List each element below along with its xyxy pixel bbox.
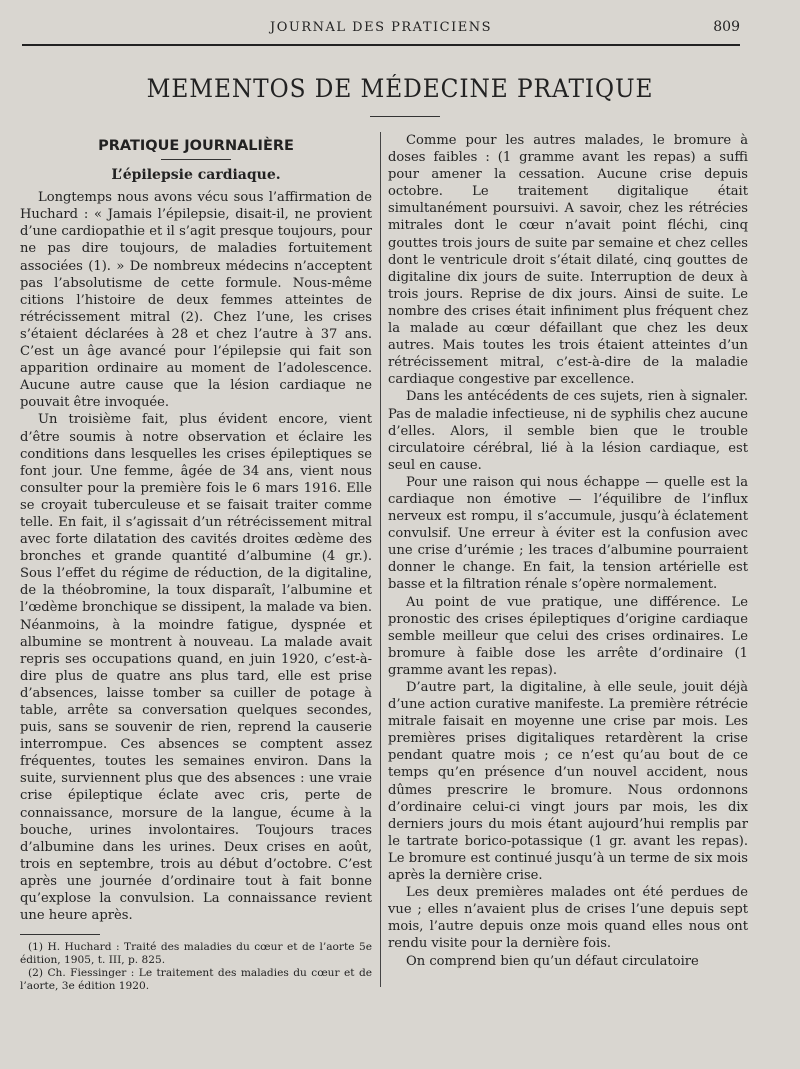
footnote: (1) H. Huchard : Traité des maladies du cœur et de l’aorte 5e édition, 1905, t. III, p. 825.	[20, 941, 372, 967]
paragraph: Au point de vue pratique, une différence. Le pronostic des crises épileptiques d’origine cardiaque semble meilleur que celui des crises ordinaires. Le bromure à faible dose les arrête d’ordinaire (1 gramme avant les repas).	[388, 594, 748, 678]
paragraph: Les deux premières malades ont été perdues de vue ; elles n’avaient plus de crises l’une depuis sept mois, l’autre depuis onze mois quand elles nous ont rendu visite pour la dernière fois.	[388, 885, 748, 952]
section-title: PRATIQUE JOURNALIÈRE	[98, 138, 294, 154]
journal-name: JOURNAL DES PRATICIENS	[270, 20, 492, 35]
footnote: (2) Ch. Fiessinger : Le traitement des maladies du cœur et de l’aorte, 3e édition 1920.	[20, 967, 372, 993]
paragraph: Comme pour les autres malades, le bromure à doses faibles : (1 gramme avant les repas) a suffi pour amener la cessation. Aucune crise depuis octobre. Le traitement digitalique était simultanément poursuivi. A savoir, chez les rétrécies mitrales dont le cœur n’avait point fléchi, cinq gouttes trois jours de suite par semaine et chez celles dont le ventricule droit s’était dilaté, cinq gouttes de digitaline dix jours de suite. Interruption de deux à trois jours. Reprise de dix jours. Ainsi de suite. Le nombre des crises était infiniment plus fréquent chez la malade au cœur défaillant que chez les deux autres. Mais toutes les trois étaient atteintes d’un rétrécissement mitral, c’est-à-dire de la maladie cardiaque congestive par excellence.	[388, 133, 748, 388]
page-number: 809	[713, 19, 740, 35]
column-divider	[380, 132, 381, 987]
paragraph: Un troisième fait, plus évident encore, vient d’être soumis à notre observation et éclaire les conditions dans lesquelles les crises épileptiques se font jour. Une femme, âgée de 34 ans, vient nous consulter pour la première fois le 6 mars 1916. Elle se croyait tuberculeuse et se faisait traiter comme telle. En fait, il s’agissait d’un rétrécissement mitral avec forte dilatation des cavités droites œdème des bronches et grande quantité d’albumine (4 gr.). Sous l’effet du régime de réduction, de la digitaline, de la théobromine, la toux disparaît, l’albumine et l’œdème bronchique se dissipent, la malade va bien. Néanmoins, à la moindre fatigue, dyspnée et albumine se montrent à nouveau. La malade avait repris ses occupations quand, en juin 1920, c’est-à-dire plus de quatre ans plus tard, elle est prise d’absences, laisse tomber sa cuiller de potage à table, arrête sa conversation quelques secondes, puis, sans se souvenir de rien, reprend la causerie interrompue. Ces absences se comptent assez fréquentes, toutes les semaines environ. Dans la suite, surviennent plus que des absences : une vraie crise épileptique éclate avec cris, perte de connaissance, morsure de la langue, écume à la bouche, urines involontaires. Toujours traces d’albumine dans les urines. Deux crises en août, trois en septembre, trois au début d’octobre. C’est après une journée d’ordinaire tout à fait bonne qu’explose la convulsion. La connaissance revient une heure après.	[20, 412, 372, 924]
paragraph: Dans les antécédents de ces sujets, rien à signaler. Pas de maladie infectieuse, ni de syphilis chez aucune d’elles. Alors, il semble bien que le trouble circulatoire cérébral, lié à la lésion cardiaque, est seul en cause.	[388, 389, 748, 473]
footnote-rule	[20, 934, 100, 935]
left-column	[20, 132, 372, 993]
article-title: L’épilepsie cardiaque.	[111, 167, 281, 184]
running-header	[22, 14, 740, 46]
paragraph: On comprend bien qu’un défaut circulatoire	[406, 953, 699, 969]
paragraph: D’autre part, la digitaline, à elle seule, jouit déjà d’une action curative manifeste. La première rétrécie mitrale faisait en moyenne une crise par mois. Les premières prises digitaliques retardèrent la crise pendant quatre mois ; ce n’est qu’au bout de ce temps qu’en présence d’un nouvel accident, nous dûmes prescrire le bromure. Nous ordonnons d’ordinaire celui-ci vingt jours par mois, les dix derniers jours du mois étant aujourd’hui remplis par le tartrate borico-potassique (1 gr. avant les repas). Le bromure est continué jusqu’à un terme de six mois après la dernière crise.	[388, 680, 748, 884]
title-rule	[370, 116, 440, 117]
right-column	[388, 132, 748, 970]
paragraph: Longtemps nous avons vécu sous l’affirmation de Huchard : « Jamais l’épilepsie, disait-il, ne provient d’une cardiopathie et il s’agit presque toujours, pour ne pas dire toujours, de maladies fortuitement associées (1). » De nombreux médecins n’acceptent pas l’absolutisme de cette formule. Nous-même citions l’histoire de deux femmes atteintes de rétrécissement mitral (2). Chez l’une, les crises s’étaient déclarées à 28 et chez l’autre à 37 ans. C’est un âge avancé pour l’épilepsie qui fait son apparition ordinaire au moment de l’adolescence. Aucune autre cause que la lésion cardiaque ne pouvait être invoquée.	[20, 190, 372, 411]
section-rule	[161, 159, 231, 160]
paragraph: Pour une raison qui nous échappe — quelle est la cardiaque non émotive — l’équilibre de l’influx nerveux est rompu, il s’accumule, jusqu’à éclatement convulsif. Une erreur à éviter est la confusion avec une crise d’urémie ; les traces d’albumine pourraient donner le change. En fait, la tension artérielle est basse et la filtration rénale s’opère normalement.	[388, 474, 748, 593]
page-title: MEMENTOS DE MÉDECINE PRATIQUE	[146, 74, 654, 103]
